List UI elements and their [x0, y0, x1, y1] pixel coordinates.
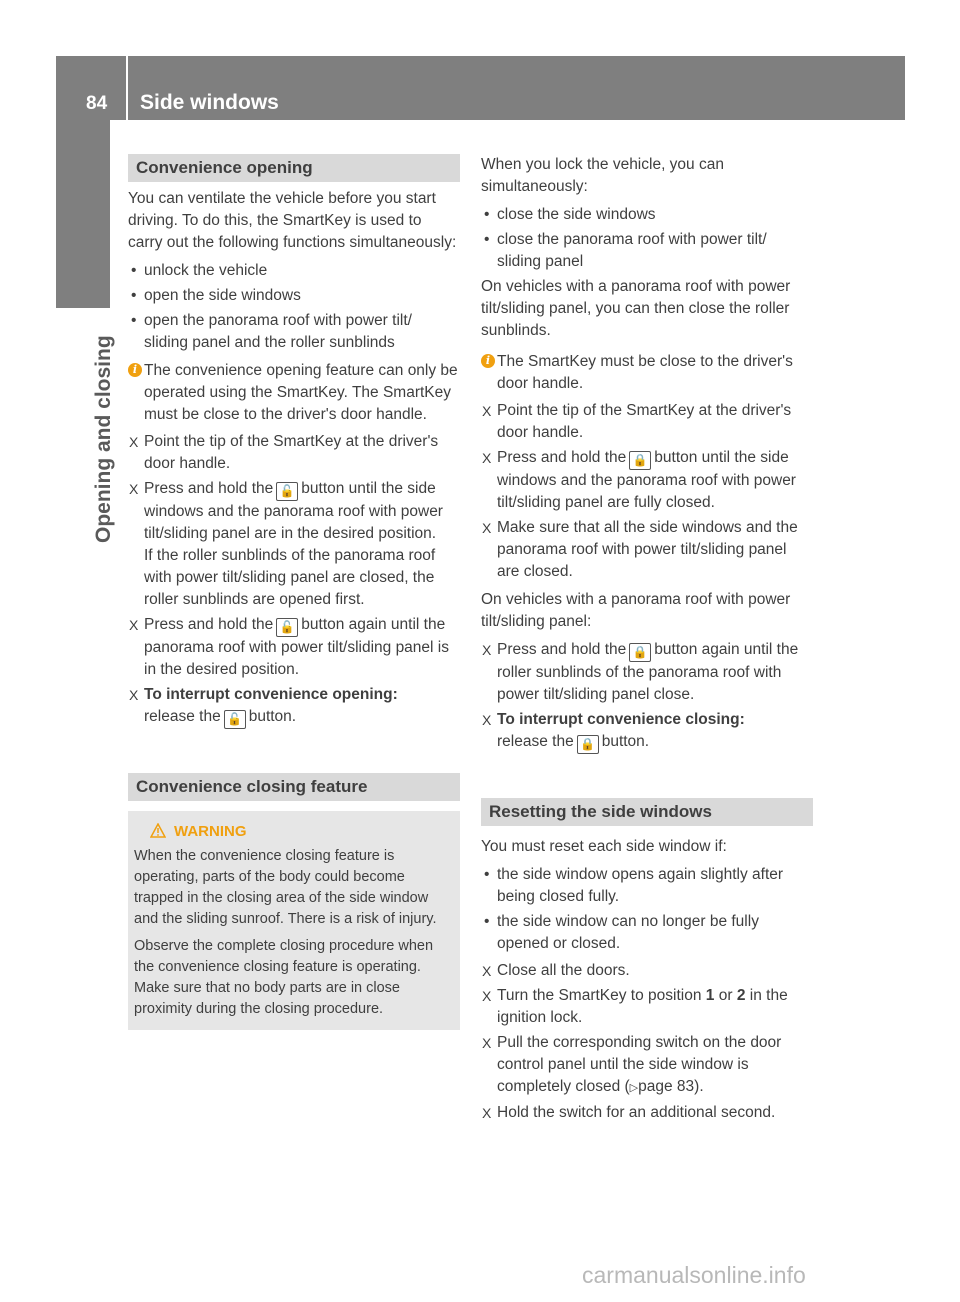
section-heading-convenience-opening: Convenience opening [128, 154, 460, 182]
step-text: button again until the panorama roof with power tilt/sliding panel is in the desired position. [144, 616, 449, 678]
step-arrow-icon: X [482, 1035, 492, 1051]
step [481, 1102, 813, 1124]
step-text: Hold the switch for an additional second. [497, 1104, 776, 1121]
step-text: button. [601, 733, 650, 750]
step [481, 639, 813, 706]
list-item: • the side window opens again slightly after being closed fully. [481, 864, 813, 908]
step-text: Press and hold the [497, 449, 627, 466]
warning-text: When the convenience closing feature is operating, parts of the body could become trapped in the closing area of the side window and the sliding sunroof. There is a risk of injury. [134, 848, 437, 927]
step-text: Pull the corresponding switch on the door control panel until the side window is completely closed ( [497, 1034, 782, 1095]
info-icon: i [481, 354, 495, 368]
step [128, 614, 460, 681]
watermark: carmanualsonline.info [582, 1262, 806, 1288]
unlock-key-icon: 🔓 [276, 482, 298, 501]
step-text: release the [144, 708, 221, 725]
unlock-key-icon: 🔓 [224, 710, 246, 729]
column-right [481, 154, 813, 1124]
step-arrow-icon: X [482, 988, 492, 1004]
step-arrow-icon: X [482, 520, 492, 536]
step-text: If the roller sunblinds of the panorama roof with power tilt/sliding panel are closed, the roller sunblinds are opened first. [144, 547, 436, 608]
unlock-key-icon: 🔓 [276, 618, 298, 637]
paragraph: On vehicles with a panorama roof with power tilt/sliding panel: [481, 591, 791, 630]
step-arrow-icon: X [482, 450, 492, 466]
step-arrow-icon: X [129, 687, 139, 703]
step [481, 400, 813, 444]
info-text: The SmartKey must be close to the driver's door handle. [497, 353, 793, 392]
section-heading-convenience-closing: Convenience closing feature [128, 773, 460, 801]
step-text: Press and hold the [497, 641, 627, 658]
info-note [128, 360, 460, 426]
list-item: • the side window can no longer be fully opened or closed. [481, 911, 813, 955]
list-item: • open the panorama roof with power tilt/ sliding panel and the roller sunblinds [128, 310, 460, 354]
warning-heading [134, 821, 454, 842]
section-heading-resetting: Resetting the side windows [481, 798, 813, 826]
step-text: button until the side windows and the panorama roof with power tilt/sliding panel are in the desired position. [144, 480, 443, 542]
position-number: 1 [705, 987, 715, 1004]
step-text: Close all the doors. [497, 962, 630, 979]
sidebar-block [56, 120, 110, 308]
lock-key-icon: 🔒 [577, 735, 599, 754]
step-arrow-icon: X [482, 403, 492, 419]
page-reference-link[interactable]: page 83 [638, 1078, 695, 1095]
step-text: Press and hold the [144, 480, 274, 497]
step-text: Turn the SmartKey to position [497, 987, 702, 1004]
list-item: • close the side windows [481, 204, 813, 226]
step-text: in the ignition lock. [497, 987, 788, 1026]
step-arrow-icon: X [482, 642, 492, 658]
step [481, 960, 813, 982]
step [481, 517, 813, 583]
step-text: or [718, 987, 733, 1004]
column-left [128, 154, 460, 1030]
step-arrow-icon: X [482, 712, 492, 728]
step-text: release the [497, 733, 574, 750]
warning-triangle-icon [150, 823, 166, 838]
step-arrow-icon: X [482, 963, 492, 979]
page-title: Side windows [140, 91, 279, 114]
lock-key-icon: 🔒 [629, 451, 651, 470]
step-text: Press and hold the [144, 616, 274, 633]
list-item: • close the panorama roof with power tilt/ sliding panel [481, 229, 813, 273]
list-item: • open the side windows [128, 285, 460, 307]
step-arrow-icon: X [482, 1105, 492, 1121]
side-tab [80, 310, 120, 550]
info-note [481, 351, 813, 395]
info-text: The convenience opening feature can only be operated using the SmartKey. The SmartKey must be close to the driver's door handle. [144, 362, 458, 423]
step-text: button. [248, 708, 297, 725]
warning-box [128, 811, 460, 1030]
warning-text: Observe the complete closing procedure when the convenience closing feature is operating. Make sure that no body parts are in close proximity during the closing procedure. [134, 938, 434, 1017]
step-heading: To interrupt convenience closing: [497, 711, 745, 728]
step-text: button until the side windows and the panorama roof with power tilt/sliding panel are fully closed. [497, 449, 796, 511]
side-tab-label: Opening and closing [92, 335, 115, 543]
info-icon: i [128, 363, 142, 377]
step [481, 447, 813, 514]
paragraph: You must reset each side window if: [481, 838, 727, 855]
paragraph: On vehicles with a panorama roof with power tilt/sliding panel, you can then close the roller sunblinds. [481, 278, 791, 339]
step-text: Point the tip of the SmartKey at the driver's door handle. [497, 402, 792, 441]
list-item: • unlock the vehicle [128, 260, 460, 282]
step [481, 985, 813, 1029]
page-reference-arrow-icon: ▷ [629, 1082, 639, 1094]
lock-key-icon: 🔒 [629, 643, 651, 662]
step [481, 1032, 813, 1099]
step-arrow-icon: X [129, 481, 139, 497]
step [128, 478, 460, 611]
step-text: Point the tip of the SmartKey at the driver's door handle. [144, 433, 439, 472]
page-number: 84 [86, 93, 108, 114]
paragraph: You can ventilate the vehicle before you start driving. To do this, the SmartKey is used to carry out the following functions simultaneously: [128, 190, 457, 251]
step-arrow-icon: X [129, 434, 139, 450]
page-header [56, 56, 905, 120]
step [128, 431, 460, 475]
step-text: button again until the roller sunblinds of the panorama roof with power tilt/sliding panel close. [497, 641, 799, 703]
step-arrow-icon: X [129, 617, 139, 633]
header-divider [126, 56, 128, 120]
step-text: Make sure that all the side windows and the panorama roof with power tilt/sliding panel are closed. [497, 519, 798, 580]
warning-label: WARNING [174, 823, 247, 840]
step-text: ). [694, 1078, 704, 1095]
position-number: 2 [736, 987, 746, 1004]
step [481, 709, 813, 754]
step [128, 684, 460, 729]
paragraph: When you lock the vehicle, you can simultaneously: [481, 156, 724, 195]
step-heading: To interrupt convenience opening: [144, 686, 398, 703]
